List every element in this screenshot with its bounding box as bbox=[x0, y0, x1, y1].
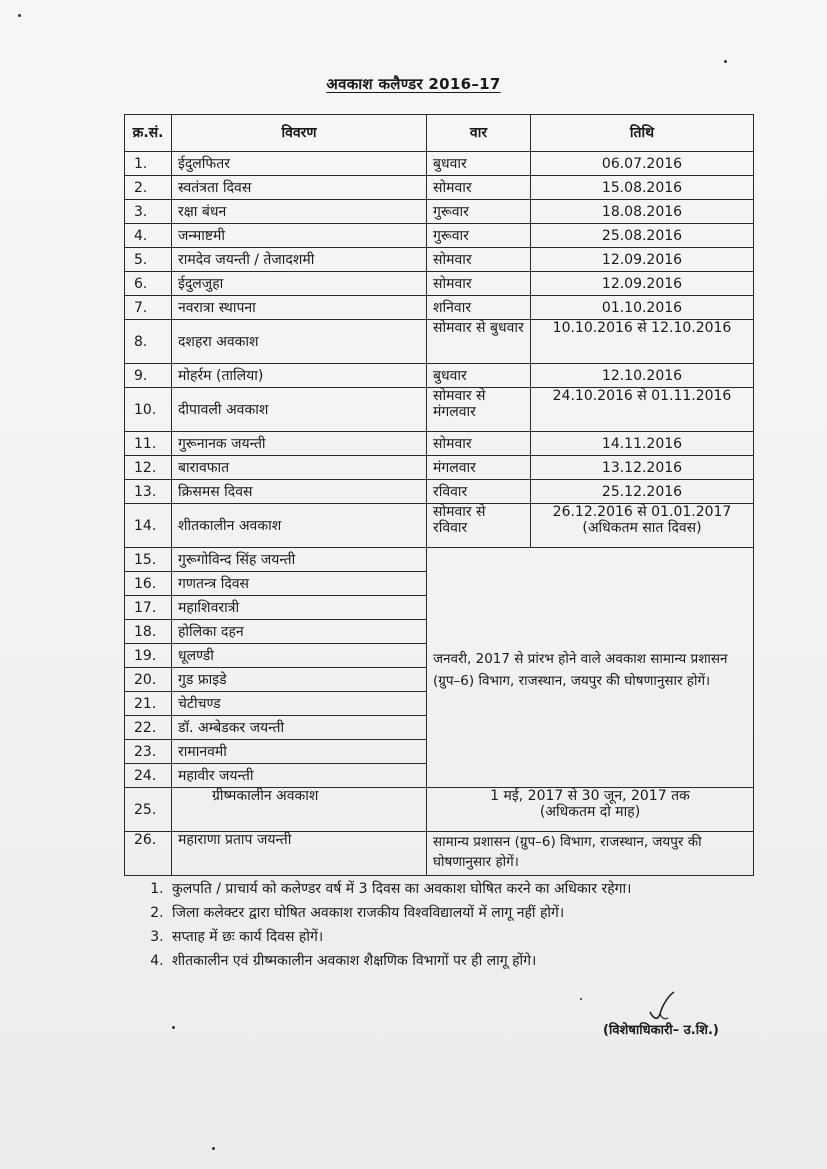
row-date bbox=[531, 364, 754, 388]
row-serial: 14. bbox=[125, 504, 172, 548]
row-serial: 6. bbox=[125, 272, 172, 296]
table-row bbox=[125, 832, 754, 876]
row-date-value: 12.10.2016 bbox=[601, 367, 683, 384]
row-description: दीपावली अवकाश bbox=[172, 388, 427, 432]
row-date-value: 13.12.2016 bbox=[601, 459, 683, 476]
header-description: विवरण bbox=[172, 115, 427, 152]
row-description: गणतन्त्र दिवस bbox=[172, 572, 427, 596]
row-serial: 2. bbox=[125, 176, 172, 200]
row-date-value: 10.10.2016 से 12.10.2016 bbox=[552, 320, 732, 336]
scan-speck bbox=[18, 14, 21, 17]
scan-speck bbox=[580, 998, 582, 1000]
row-serial: 26. bbox=[125, 832, 172, 876]
table-row bbox=[125, 480, 754, 504]
row-serial: 18. bbox=[125, 620, 172, 644]
table-row bbox=[125, 248, 754, 272]
signature-label: (विशेषाधिकारी– उ.शि.) bbox=[603, 1023, 719, 1038]
row-serial: 22. bbox=[125, 716, 172, 740]
row-date-value: 01.10.2016 bbox=[601, 299, 683, 316]
footnotes bbox=[140, 877, 760, 973]
row-description: डॉ. अम्बेडकर जयन्ती bbox=[172, 716, 427, 740]
row-serial: 5. bbox=[125, 248, 172, 272]
table-header-row bbox=[125, 115, 754, 152]
row-description: बारावफात bbox=[172, 456, 427, 480]
row-description: क्रिसमस दिवस bbox=[172, 480, 427, 504]
header-serial: क्र.सं. bbox=[125, 115, 172, 152]
row-serial: 8. bbox=[125, 320, 172, 364]
row-serial: 1. bbox=[125, 152, 172, 176]
row-day: गुरूवार bbox=[427, 224, 531, 248]
row-date-value: 18.08.2016 bbox=[601, 203, 683, 220]
row-date-value: 24.10.2016 से 01.11.2016 bbox=[552, 388, 732, 404]
row-serial: 12. bbox=[125, 456, 172, 480]
row-day: सोमवार bbox=[427, 272, 531, 296]
footnote-item: 1. कुलपति / प्राचार्य को कलेण्डर वर्ष में 3 दिवस का अवकाश घोषित करने का अधिकार रहेगा। bbox=[168, 877, 760, 901]
row-description: रक्षा बंधन bbox=[172, 200, 427, 224]
row-date bbox=[531, 504, 754, 548]
row-date bbox=[531, 388, 754, 432]
row-description: दशहरा अवकाश bbox=[172, 320, 427, 364]
row-serial: 20. bbox=[125, 668, 172, 692]
row-description: महाराणा प्रताप जयन्ती bbox=[172, 832, 427, 876]
row-description: रामानवमी bbox=[172, 740, 427, 764]
row-serial: 13. bbox=[125, 480, 172, 504]
row-description: नवरात्रा स्थापना bbox=[172, 296, 427, 320]
page-title: अवकाश कलैण्डर 2016–17 bbox=[326, 75, 501, 93]
row-day: रविवार bbox=[427, 480, 531, 504]
row-date-value: 26.12.2016 से 01.01.2017 bbox=[552, 504, 732, 520]
row-date bbox=[531, 152, 754, 176]
scan-speck bbox=[172, 1026, 175, 1029]
row-date bbox=[531, 200, 754, 224]
row-date bbox=[531, 224, 754, 248]
table-row bbox=[125, 548, 754, 572]
row-date bbox=[531, 296, 754, 320]
row-date-value: 06.07.2016 bbox=[601, 155, 683, 172]
table-body bbox=[125, 152, 754, 876]
summer-note-max: (अधिकतम दो माह) bbox=[539, 804, 641, 820]
row-serial: 11. bbox=[125, 432, 172, 456]
row-date bbox=[531, 248, 754, 272]
table-row bbox=[125, 364, 754, 388]
footnote-list bbox=[140, 877, 760, 973]
row-date bbox=[531, 272, 754, 296]
table-row bbox=[125, 176, 754, 200]
row-description: ग्रीष्मकालीन अवकाश bbox=[172, 788, 427, 832]
row-description: गुड फ्राइडे bbox=[172, 668, 427, 692]
row-date-note: (अधिकतम सात दिवस) bbox=[582, 520, 702, 536]
row-serial: 19. bbox=[125, 644, 172, 668]
row-date-value: 25.12.2016 bbox=[601, 483, 683, 500]
row-serial: 7. bbox=[125, 296, 172, 320]
row-description: ईदुलफितर bbox=[172, 152, 427, 176]
row-description: चेटीचण्ड bbox=[172, 692, 427, 716]
table-row bbox=[125, 152, 754, 176]
row-description: स्वतंत्रता दिवस bbox=[172, 176, 427, 200]
row-description: मोहर्रम (तालिया) bbox=[172, 364, 427, 388]
row-serial: 17. bbox=[125, 596, 172, 620]
summer-note bbox=[427, 788, 754, 832]
table-row bbox=[125, 320, 754, 364]
row-description: जन्माष्टमी bbox=[172, 224, 427, 248]
scan-speck bbox=[724, 60, 727, 63]
table-row bbox=[125, 432, 754, 456]
row-description: गुरूनानक जयन्ती bbox=[172, 432, 427, 456]
footnote-item: 3. सप्ताह में छः कार्य दिवस होगें। bbox=[168, 925, 760, 949]
header-day: वार bbox=[427, 115, 531, 152]
row-serial: 15. bbox=[125, 548, 172, 572]
row-date-value: 15.08.2016 bbox=[601, 179, 683, 196]
row-serial: 16. bbox=[125, 572, 172, 596]
row-day: सोमवार bbox=[427, 432, 531, 456]
row-description: महाशिवरात्री bbox=[172, 596, 427, 620]
row-date bbox=[531, 456, 754, 480]
table-row bbox=[125, 388, 754, 432]
row-date-value: 12.09.2016 bbox=[601, 251, 683, 268]
row-description: रामदेव जयन्ती / तेजादशमी bbox=[172, 248, 427, 272]
row-date bbox=[531, 480, 754, 504]
row-date bbox=[531, 176, 754, 200]
row-day: बुधवार bbox=[427, 364, 531, 388]
row-description: होलिका दहन bbox=[172, 620, 427, 644]
table-row bbox=[125, 272, 754, 296]
row-date-value: 12.09.2016 bbox=[601, 275, 683, 292]
row-description: महावीर जयन्ती bbox=[172, 764, 427, 788]
row-serial: 3. bbox=[125, 200, 172, 224]
row-day: सोमवार से मंगलवार bbox=[427, 388, 531, 432]
footnote-item: 2. जिला कलेक्टर द्वारा घोषित अवकाश राजकीय विश्वविद्यालयों में लागू नहीं होगें। bbox=[168, 901, 760, 925]
row-serial: 10. bbox=[125, 388, 172, 432]
row26-note: सामान्य प्रशासन (ग्रुप–6) विभाग, राजस्थान, जयपुर की घोषणानुसार होगें। bbox=[427, 832, 754, 876]
table-row bbox=[125, 788, 754, 832]
row-description: धूलण्डी bbox=[172, 644, 427, 668]
table-row bbox=[125, 200, 754, 224]
row-day: सोमवार bbox=[427, 176, 531, 200]
table-row bbox=[125, 224, 754, 248]
row-day: बुधवार bbox=[427, 152, 531, 176]
footnote-item: 4. शीतकालीन एवं ग्रीष्मकालीन अवकाश शैक्षणिक विभागों पर ही लागू होंगे। bbox=[168, 949, 760, 973]
table-row bbox=[125, 456, 754, 480]
row-day: सोमवार से बुधवार bbox=[427, 320, 531, 364]
scan-speck bbox=[212, 1147, 215, 1150]
row-description: गुरूगोविन्द सिंह जयन्ती bbox=[172, 548, 427, 572]
group-note: जनवरी, 2017 से प्रांरभ होने वाले अवकाश सामान्य प्रशासन (ग्रुप–6) विभाग, राजस्थान, जयपुर की घोषणानुसार होगें। bbox=[427, 548, 754, 788]
row-date-value: 25.08.2016 bbox=[601, 227, 683, 244]
row-day: सोमवार bbox=[427, 248, 531, 272]
row-day: गुरूवार bbox=[427, 200, 531, 224]
row-date bbox=[531, 432, 754, 456]
row-description: शीतकालीन अवकाश bbox=[172, 504, 427, 548]
row-serial: 4. bbox=[125, 224, 172, 248]
table-row bbox=[125, 504, 754, 548]
row-description: ईदुलजुहा bbox=[172, 272, 427, 296]
holiday-table bbox=[124, 114, 754, 876]
row-date bbox=[531, 320, 754, 364]
header-date: तिथि bbox=[531, 115, 754, 152]
row-serial: 9. bbox=[125, 364, 172, 388]
row-serial: 24. bbox=[125, 764, 172, 788]
row-day: मंगलवार bbox=[427, 456, 531, 480]
table-row bbox=[125, 296, 754, 320]
row-serial: 23. bbox=[125, 740, 172, 764]
row-day: शनिवार bbox=[427, 296, 531, 320]
row-serial: 25. bbox=[125, 788, 172, 832]
row-date-value: 14.11.2016 bbox=[601, 435, 683, 452]
row-day: सोमवार से रविवार bbox=[427, 504, 531, 548]
row-serial: 21. bbox=[125, 692, 172, 716]
summer-note-dates: 1 मई, 2017 से 30 जून, 2017 तक bbox=[490, 788, 690, 804]
